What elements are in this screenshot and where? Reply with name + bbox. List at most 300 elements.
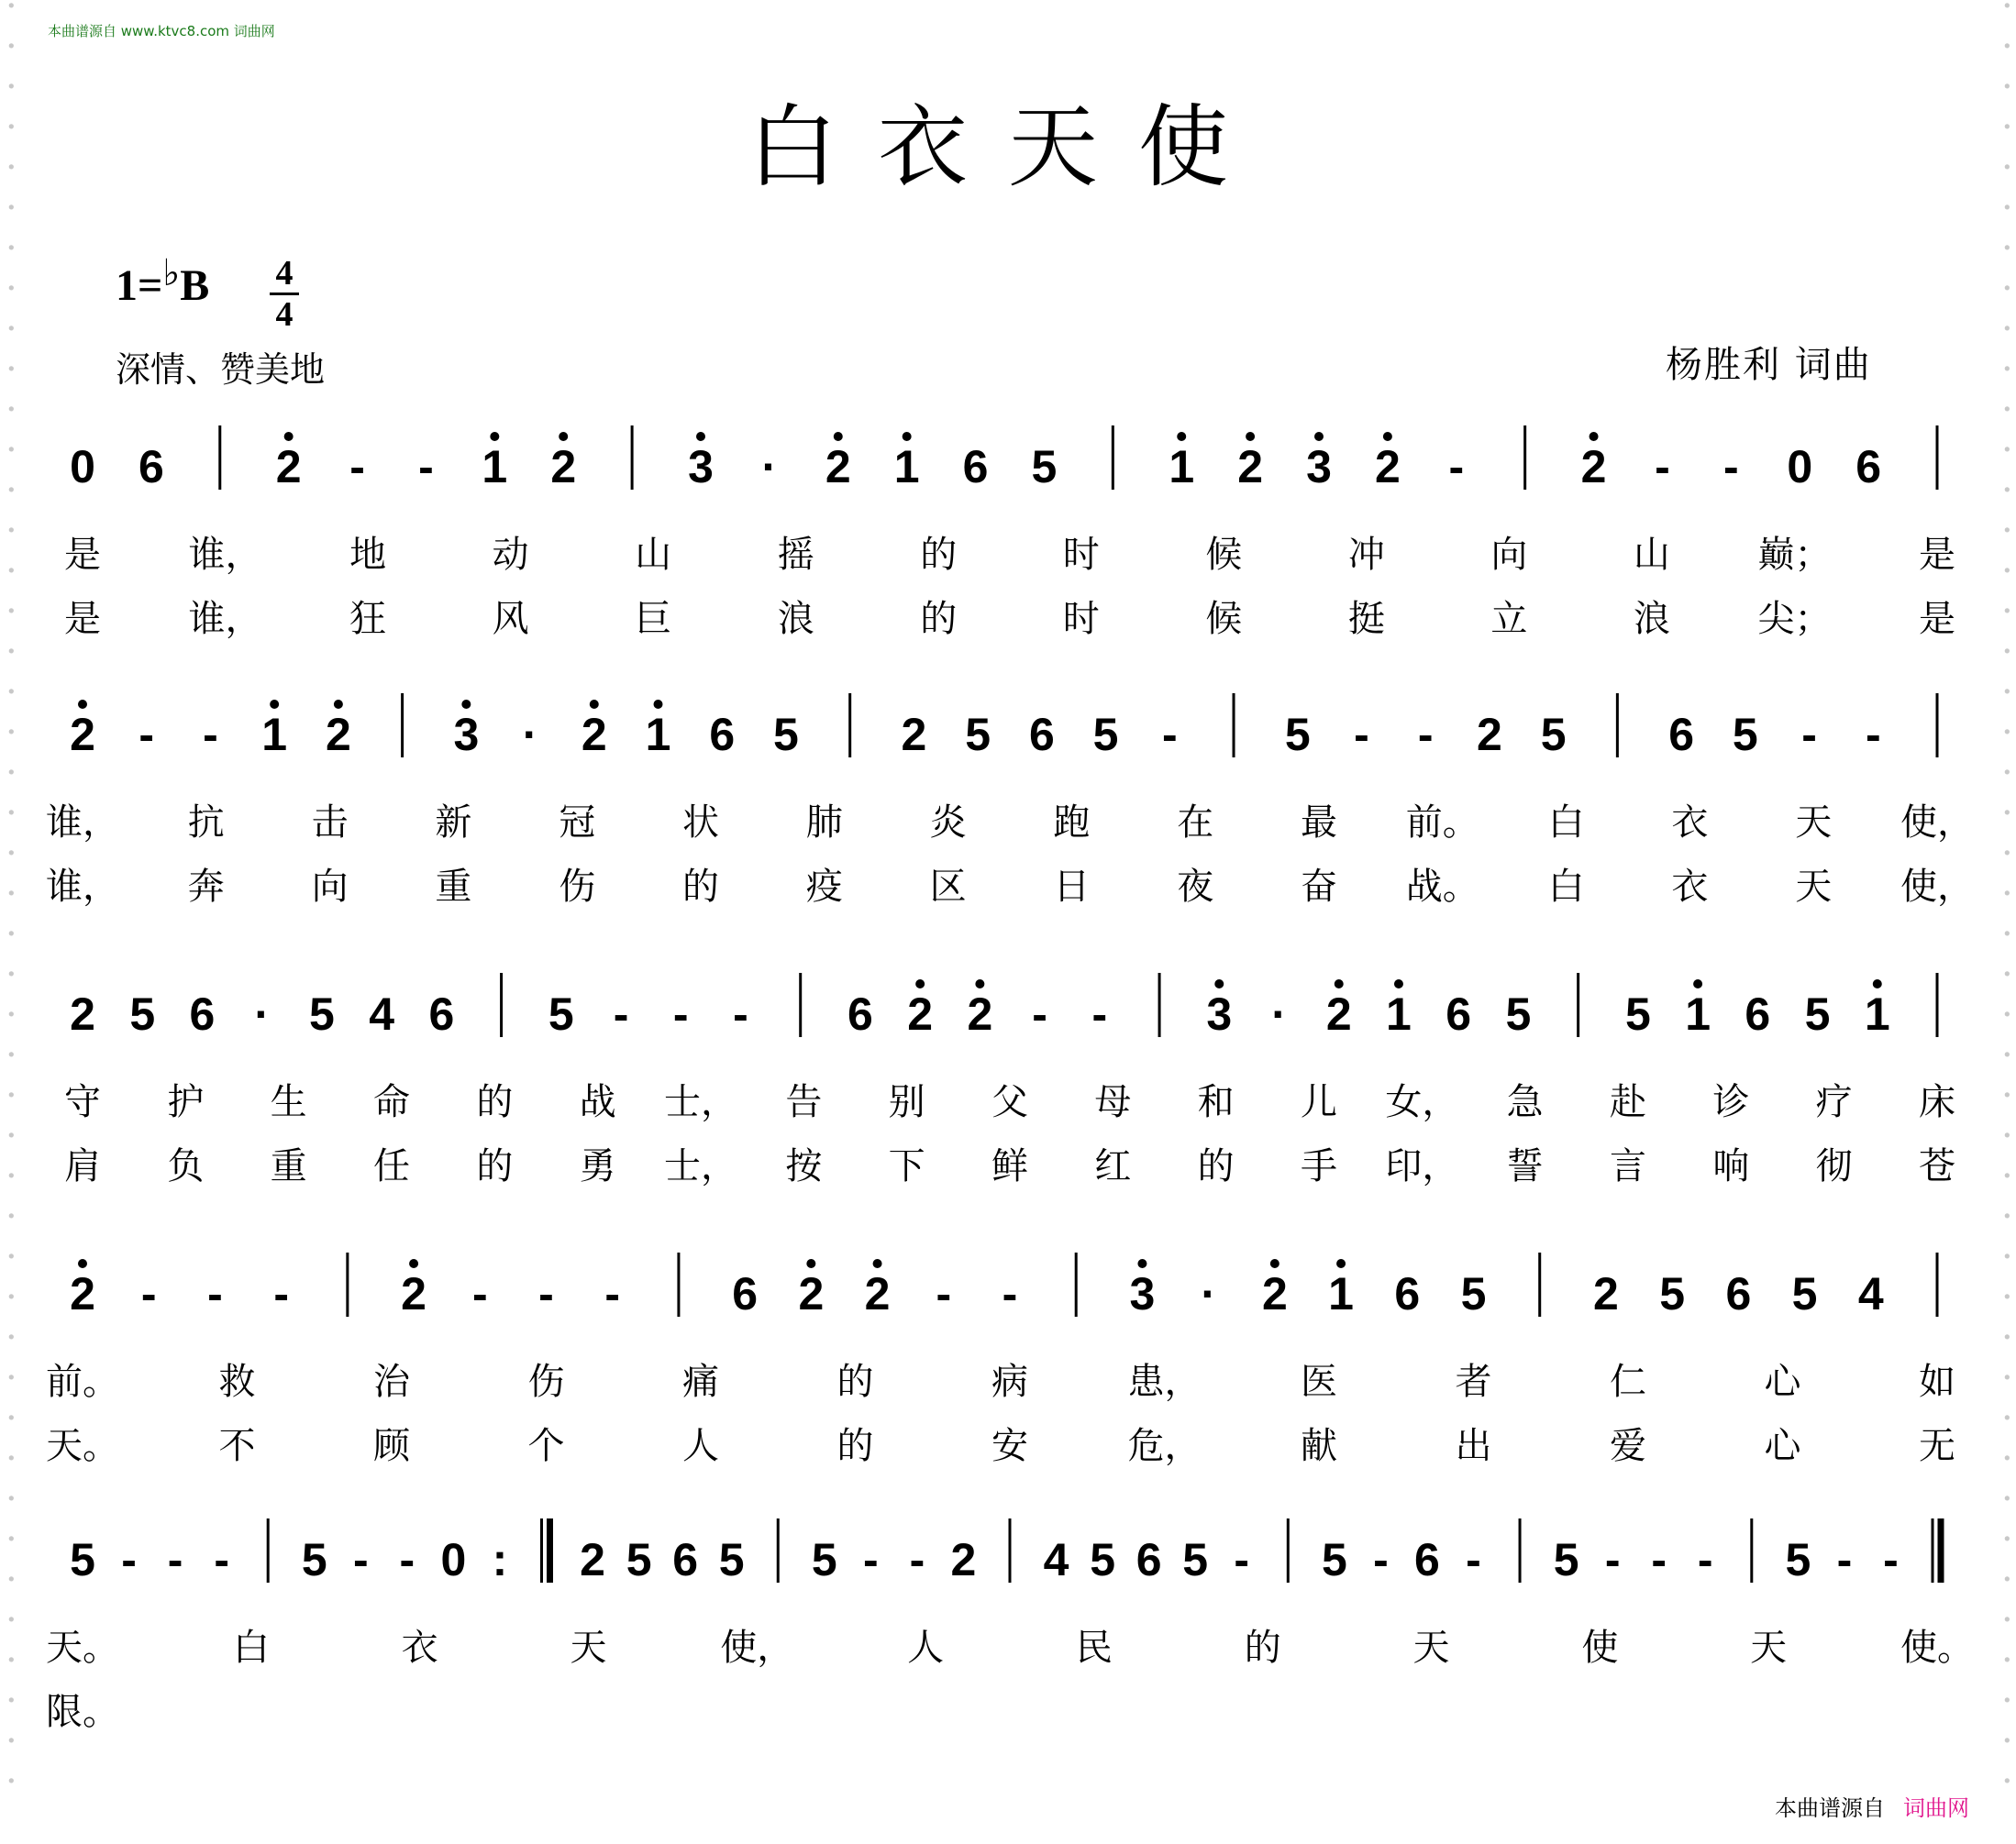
note-digit: 6 [1745, 988, 1771, 1040]
note-digit: · [522, 709, 538, 760]
lyric-char: 者 [1455, 1361, 1492, 1403]
note-digit: 5 [1460, 1268, 1487, 1320]
edge-mark-left: · [6, 268, 17, 310]
lyric-char: 抗 [187, 801, 225, 844]
note-digit: 6 [1446, 988, 1472, 1040]
note-digit: 6 [1725, 1268, 1752, 1320]
lyric-char: 医 [1301, 1361, 1337, 1403]
lyric-char: 衣 [401, 1627, 438, 1669]
edge-mark-left: · [6, 550, 17, 592]
lyric-char: 床 [1919, 1081, 1955, 1123]
octave-dot [873, 1259, 882, 1268]
edge-mark-right: · [2001, 389, 2013, 431]
note-digit: 2 [581, 709, 607, 760]
octave-dot [78, 700, 87, 709]
edge-mark-left: · [6, 954, 17, 996]
note-digit: 6 [189, 988, 216, 1040]
edge-mark-left: · [6, 591, 17, 633]
octave-dot [806, 1259, 815, 1268]
note-digit: 6 [1394, 1268, 1421, 1320]
note-digit: 2 [950, 1534, 977, 1585]
lyric-char: 前。 [46, 1361, 119, 1403]
edge-mark-left: · [6, 1034, 17, 1077]
edge-mark-left: · [6, 631, 17, 673]
lyric-char: 摇 [777, 534, 814, 576]
note-digit: 5 [308, 988, 335, 1040]
edge-mark-right: · [2001, 1196, 2013, 1238]
note-digit: 3 [1306, 441, 1332, 492]
octave-dot [78, 1259, 87, 1268]
lyric-char: 勇 [579, 1145, 616, 1187]
lyric-char: 天 [1795, 801, 1833, 844]
lyric-char: 天 [1412, 1627, 1450, 1669]
dash-extension: - [1697, 1534, 1713, 1585]
dash-extension: - [1234, 1534, 1250, 1585]
lyric-char: 誓 [1506, 1145, 1544, 1187]
octave-dot [834, 432, 843, 441]
note-digit: 1 [1328, 1268, 1354, 1320]
lyric-char: 的 [682, 866, 719, 908]
lyric-char: 命 [373, 1081, 410, 1123]
lyric-char: 天 [1795, 866, 1833, 908]
dash-extension: - [1655, 441, 1670, 492]
octave-dot [1693, 979, 1702, 988]
note-digit: 5 [773, 709, 799, 760]
note-digit: 2 [70, 1268, 95, 1320]
dash-extension: - [207, 1268, 223, 1320]
octave-dot [590, 700, 599, 709]
edge-mark-left: · [6, 994, 17, 1036]
edge-mark-right: · [2001, 833, 2013, 875]
edge-mark-right: · [2001, 671, 2013, 713]
lyric-char: 区 [929, 866, 967, 908]
edge-mark-left: · [6, 1236, 17, 1278]
note-digit: 6 [1028, 709, 1055, 760]
edge-mark-left: · [6, 147, 17, 189]
dash-extension: - [1723, 441, 1739, 492]
lyric-char: 彻 [1815, 1145, 1853, 1187]
edge-mark-left: · [6, 187, 17, 229]
lyric-char: 白 [1547, 866, 1585, 908]
note-digit: 5 [626, 1534, 652, 1585]
edge-mark-right: · [2001, 631, 2013, 673]
edge-mark-left: · [6, 1720, 17, 1762]
lyric-char: 白 [1547, 801, 1585, 844]
note-digit: 3 [1129, 1268, 1156, 1320]
lyric-char: 动 [492, 534, 529, 576]
edge-mark-left: · [6, 389, 17, 431]
edge-mark-left: · [6, 1478, 17, 1520]
edge-mark-left: · [6, 1357, 17, 1399]
edge-mark-right: · [2001, 1640, 2013, 1682]
octave-dot [1270, 1259, 1279, 1268]
note-digit: 6 [138, 441, 164, 492]
lyric-char: 的 [836, 1361, 874, 1403]
dash-extension: - [909, 1534, 925, 1585]
dash-extension: - [1417, 709, 1434, 760]
lyric-char: 击 [311, 801, 349, 844]
note-digit: · [254, 988, 271, 1040]
lyric-char: 使， [1900, 866, 1974, 908]
note-digit: 5 [1540, 709, 1567, 760]
octave-dot [1335, 979, 1344, 988]
edge-mark-right: · [2001, 1720, 2013, 1762]
footer-site-name: 词曲网 [1903, 1795, 1969, 1821]
dash-extension: - [138, 709, 155, 760]
edge-mark-right: · [2001, 712, 2013, 754]
note-digit: 2 [1580, 441, 1607, 492]
lyric-char: 士， [664, 1081, 737, 1123]
edge-mark-right: · [2001, 0, 2013, 28]
note-digit: 2 [1325, 988, 1352, 1040]
dash-extension: - [1002, 1268, 1018, 1320]
note-digit: 1 [1685, 988, 1711, 1040]
note-digit: 5 [1785, 1534, 1811, 1585]
flat-sign: ♭ [162, 252, 181, 293]
note-digit: 6 [428, 988, 455, 1040]
lyric-char: 苍 [1919, 1145, 1955, 1187]
lyric-char: 炎 [929, 801, 967, 844]
note-digit: 2 [401, 1268, 426, 1320]
octave-dot [975, 979, 984, 988]
edge-mark-right: · [2001, 268, 2013, 310]
octave-dot [1137, 1259, 1146, 1268]
lyric-char: 前。 [1405, 801, 1479, 844]
lyric-char: 诊 [1712, 1081, 1750, 1123]
octave-dot [1590, 432, 1599, 441]
lyric-char: 心 [1764, 1361, 1801, 1403]
note-digit: 0 [1787, 441, 1813, 492]
lyric-char: 是 [1919, 598, 1955, 640]
edge-mark-left: · [6, 227, 17, 270]
octave-dot [1873, 979, 1882, 988]
note-digit: 2 [1374, 441, 1401, 492]
lyric-char: 的 [1197, 1145, 1235, 1187]
lyric-char: 疫 [805, 866, 843, 908]
edge-mark-right: · [2001, 1236, 2013, 1278]
lyric-char: 守 [64, 1081, 101, 1123]
edge-mark-left: · [6, 1640, 17, 1682]
key-prefix: 1= [116, 261, 163, 310]
note-digit: 2 [275, 441, 302, 492]
tempo-marking: 深情、赞美地 [116, 349, 326, 390]
lyric-char: 治 [373, 1361, 410, 1403]
edge-mark-right: · [2001, 1075, 2013, 1117]
lyric-char: 肩 [64, 1145, 101, 1187]
note-digit: · [1201, 1268, 1216, 1320]
note-digit: 2 [825, 441, 851, 492]
edge-mark-left: · [6, 913, 17, 955]
note-digit: 5 [1321, 1534, 1347, 1585]
lyric-char: 印， [1385, 1145, 1459, 1187]
edge-mark-right: · [2001, 147, 2013, 189]
edge-mark-left: · [6, 26, 17, 68]
lyric-char: 鲜 [991, 1145, 1028, 1187]
dash-extension: - [1865, 709, 1881, 760]
note-digit: 5 [1090, 1534, 1116, 1585]
dash-extension: - [352, 1534, 369, 1585]
note-digit: 1 [893, 441, 920, 492]
lyric-char: 民 [1075, 1627, 1113, 1669]
lyric-char: 衣 [1671, 801, 1709, 844]
lyric-char: 任 [373, 1145, 410, 1187]
lyric-char: 日 [1053, 866, 1091, 908]
edge-mark-left: · [6, 469, 17, 512]
lyric-char: 白 [232, 1627, 270, 1669]
octave-dot [1336, 1259, 1346, 1268]
lyric-char: 巅； [1757, 534, 1832, 576]
lyric-char: 如 [1919, 1361, 1955, 1403]
dash-extension: - [1651, 1534, 1667, 1585]
lyric-char: 是 [64, 534, 101, 576]
lyric-char: 按 [785, 1145, 823, 1187]
lyric-char: 谁， [46, 866, 119, 908]
dash-extension: - [121, 1534, 137, 1585]
author-credit: 杨胜利 词曲 [1666, 344, 1872, 386]
dash-extension: - [936, 1268, 952, 1320]
note-digit: 3 [688, 441, 714, 492]
edge-mark-right: · [2001, 469, 2013, 512]
note-digit: 5 [718, 1534, 745, 1585]
note-digit: 2 [580, 1534, 605, 1585]
lyric-char: 赴 [1610, 1081, 1646, 1123]
lyric-char: 天 [1750, 1627, 1788, 1669]
dash-extension: - [1161, 709, 1178, 760]
lyric-char: 使， [720, 1627, 794, 1669]
note-digit: · [761, 441, 778, 492]
edge-mark-right: · [2001, 1599, 2013, 1641]
lyric-char: 夜 [1177, 866, 1214, 908]
lyric-char: 病 [991, 1361, 1028, 1403]
edge-mark-right: · [2001, 954, 2013, 996]
lyric-char: 无 [1919, 1425, 1955, 1467]
edge-mark-right: · [2001, 1317, 2013, 1359]
lyric-char: 手 [1301, 1145, 1337, 1187]
lyric-char: 危， [1127, 1425, 1202, 1467]
octave-dot [284, 432, 294, 441]
note-digit: 5 [1553, 1534, 1579, 1585]
dash-extension: - [203, 709, 218, 760]
dash-extension: - [1373, 1534, 1389, 1585]
note-digit: 5 [1505, 988, 1532, 1040]
edge-mark-right: · [2001, 1155, 2013, 1198]
octave-dot [409, 1259, 418, 1268]
dash-extension: - [1836, 1534, 1853, 1585]
octave-dot [559, 432, 568, 441]
edge-mark-left: · [6, 1196, 17, 1238]
time-bottom: 4 [275, 295, 294, 334]
lyric-char: 护 [167, 1081, 205, 1123]
lyric-char: 地 [349, 534, 387, 576]
edge-mark-left: · [6, 429, 17, 471]
dash-extension: - [613, 988, 629, 1040]
dash-extension: - [1801, 709, 1817, 760]
lyric-char: 言 [1610, 1145, 1646, 1187]
octave-dot [490, 432, 499, 441]
dash-extension: - [1032, 988, 1047, 1040]
edge-mark-right: · [2001, 429, 2013, 471]
edge-mark-right: · [2001, 994, 2013, 1036]
lyric-char: 安 [991, 1425, 1028, 1467]
song-title: 白衣天使 [747, 95, 1268, 200]
lyric-char: 谁， [188, 534, 262, 576]
lyric-char: 重 [270, 1145, 307, 1187]
dash-extension: - [538, 1268, 554, 1320]
dash-extension: - [140, 1268, 157, 1320]
edge-mark-right: · [2001, 1518, 2013, 1561]
lyric-char: 向 [311, 866, 349, 908]
note-digit: 5 [548, 988, 574, 1040]
note-digit: 3 [1206, 988, 1233, 1040]
note-digit: 2 [967, 988, 993, 1040]
edge-mark-left: · [6, 308, 17, 350]
lyric-char: 挺 [1347, 598, 1385, 640]
lyric-char: 候 [1205, 534, 1243, 576]
lyric-char: 浪 [1633, 598, 1670, 640]
dash-extension: - [471, 1268, 488, 1320]
lyric-char: 的 [476, 1145, 514, 1187]
octave-dot [1246, 432, 1255, 441]
dash-extension: - [863, 1534, 879, 1585]
octave-dot [915, 979, 925, 988]
lyric-char: 的 [920, 534, 958, 576]
note-digit: 4 [369, 988, 395, 1040]
footer-source-label: 本曲谱源自 [1775, 1795, 1885, 1821]
note-digit: 6 [732, 1268, 759, 1320]
note-digit: 5 [1031, 441, 1058, 492]
edge-mark-right: · [2001, 752, 2013, 794]
lyric-char: 别 [888, 1081, 925, 1123]
edge-mark-right: · [2001, 510, 2013, 552]
lyric-char: 状 [682, 801, 719, 844]
dash-extension: - [167, 1534, 183, 1585]
dash-extension: - [1354, 709, 1369, 760]
lyric-char: 巨 [635, 598, 672, 640]
octave-dot [1383, 432, 1392, 441]
lyric-char: 使 [1581, 1627, 1619, 1669]
lyric-char: 使。 [1900, 1627, 1974, 1669]
note-digit: 5 [301, 1534, 327, 1585]
lyric-char: 儿 [1301, 1081, 1337, 1123]
lyric-char: 天。 [46, 1627, 119, 1669]
lyric-char: 爱 [1610, 1425, 1646, 1467]
note-digit: 1 [645, 709, 671, 760]
edge-mark-right: · [2001, 1761, 2013, 1803]
edge-mark-right: · [2001, 348, 2013, 391]
note-digit: 5 [1624, 988, 1651, 1040]
edge-mark-right: · [2001, 106, 2013, 149]
lyric-char: 的 [476, 1081, 514, 1123]
lyric-char: 和 [1197, 1081, 1235, 1123]
lyric-char: 负 [167, 1145, 205, 1187]
lyric-char: 使， [1900, 801, 1974, 844]
dash-extension: - [273, 1268, 289, 1320]
note-digit: 0 [440, 1534, 467, 1585]
octave-dot [270, 700, 279, 709]
edge-mark-left: · [6, 873, 17, 915]
edge-mark-left: · [6, 1317, 17, 1359]
dash-extension: - [1604, 1534, 1621, 1585]
lyric-char: 人 [682, 1425, 719, 1467]
note-digit: 6 [962, 441, 989, 492]
lyric-char: 谁， [188, 598, 262, 640]
note-digit: 3 [453, 709, 480, 760]
note-digit: 5 [129, 988, 156, 1040]
edge-mark-left: · [6, 792, 17, 834]
lyric-char: 向 [1490, 534, 1528, 576]
edge-mark-left: · [6, 1075, 17, 1117]
key-note: B [180, 261, 210, 310]
note-digit: 6 [1668, 709, 1695, 760]
note-digit: 1 [1169, 441, 1195, 492]
edge-mark-right: · [2001, 1478, 2013, 1520]
edge-mark-left: · [6, 1438, 17, 1480]
note-digit: 2 [864, 1268, 891, 1320]
lyric-char: 战。 [1405, 866, 1479, 908]
edge-mark-left: · [6, 510, 17, 552]
lyric-char: 新 [435, 801, 472, 844]
lyric-char: 母 [1094, 1081, 1132, 1123]
note-digit: 0 [70, 441, 95, 492]
lyric-char: 是 [64, 598, 101, 640]
edge-mark-right: · [2001, 1559, 2013, 1601]
lyric-char: 尖； [1757, 598, 1832, 640]
note-digit: 5 [1791, 1268, 1818, 1320]
lyric-char: 狂 [349, 598, 387, 640]
note-digit: 1 [482, 441, 508, 492]
note-digit: 2 [798, 1268, 825, 1320]
note-digit: 5 [965, 709, 991, 760]
note-digit: 5 [1804, 988, 1831, 1040]
octave-dot [461, 700, 471, 709]
lyric-char: 限。 [46, 1691, 119, 1733]
lyric-char: 立 [1490, 598, 1528, 640]
lyric-char: 个 [527, 1425, 565, 1467]
note-digit: 2 [325, 709, 351, 760]
edge-mark-left: · [6, 106, 17, 149]
lyric-char: 冲 [1347, 534, 1385, 576]
lyric-char: 重 [435, 866, 472, 908]
lyric-char: 士， [664, 1145, 737, 1187]
lyric-char: 谁， [46, 801, 119, 844]
note-digit: 2 [70, 988, 95, 1040]
edge-mark-right: · [2001, 66, 2013, 108]
lyric-char: 肺 [805, 801, 843, 844]
source-watermark-top: 本曲谱源自 www.ktvc8.com 词曲网 [48, 23, 275, 39]
note-digit: 2 [1261, 1268, 1288, 1320]
note-digit: 1 [261, 709, 288, 760]
octave-dot [1314, 432, 1324, 441]
lyric-char: 在 [1177, 801, 1214, 844]
lyric-char: 伤 [559, 866, 596, 908]
note-digit: 2 [1477, 709, 1502, 760]
lyric-char: 山 [1633, 534, 1670, 576]
lyric-char: 战 [579, 1081, 616, 1123]
dash-extension: - [733, 988, 748, 1040]
note-digit: 1 [1386, 988, 1412, 1040]
lyric-char: 时 [1062, 534, 1100, 576]
time-top: 4 [275, 254, 294, 293]
note-digit: 2 [550, 441, 577, 492]
dash-extension: - [672, 988, 689, 1040]
note-digit: 1 [1864, 988, 1890, 1040]
octave-dot [1394, 979, 1403, 988]
note-digit: 5 [1092, 709, 1119, 760]
lyric-char: 衣 [1671, 866, 1709, 908]
lyric-char: 痛 [682, 1361, 719, 1403]
note-digit: 5 [70, 1534, 95, 1585]
lyric-char: 女， [1385, 1081, 1459, 1123]
